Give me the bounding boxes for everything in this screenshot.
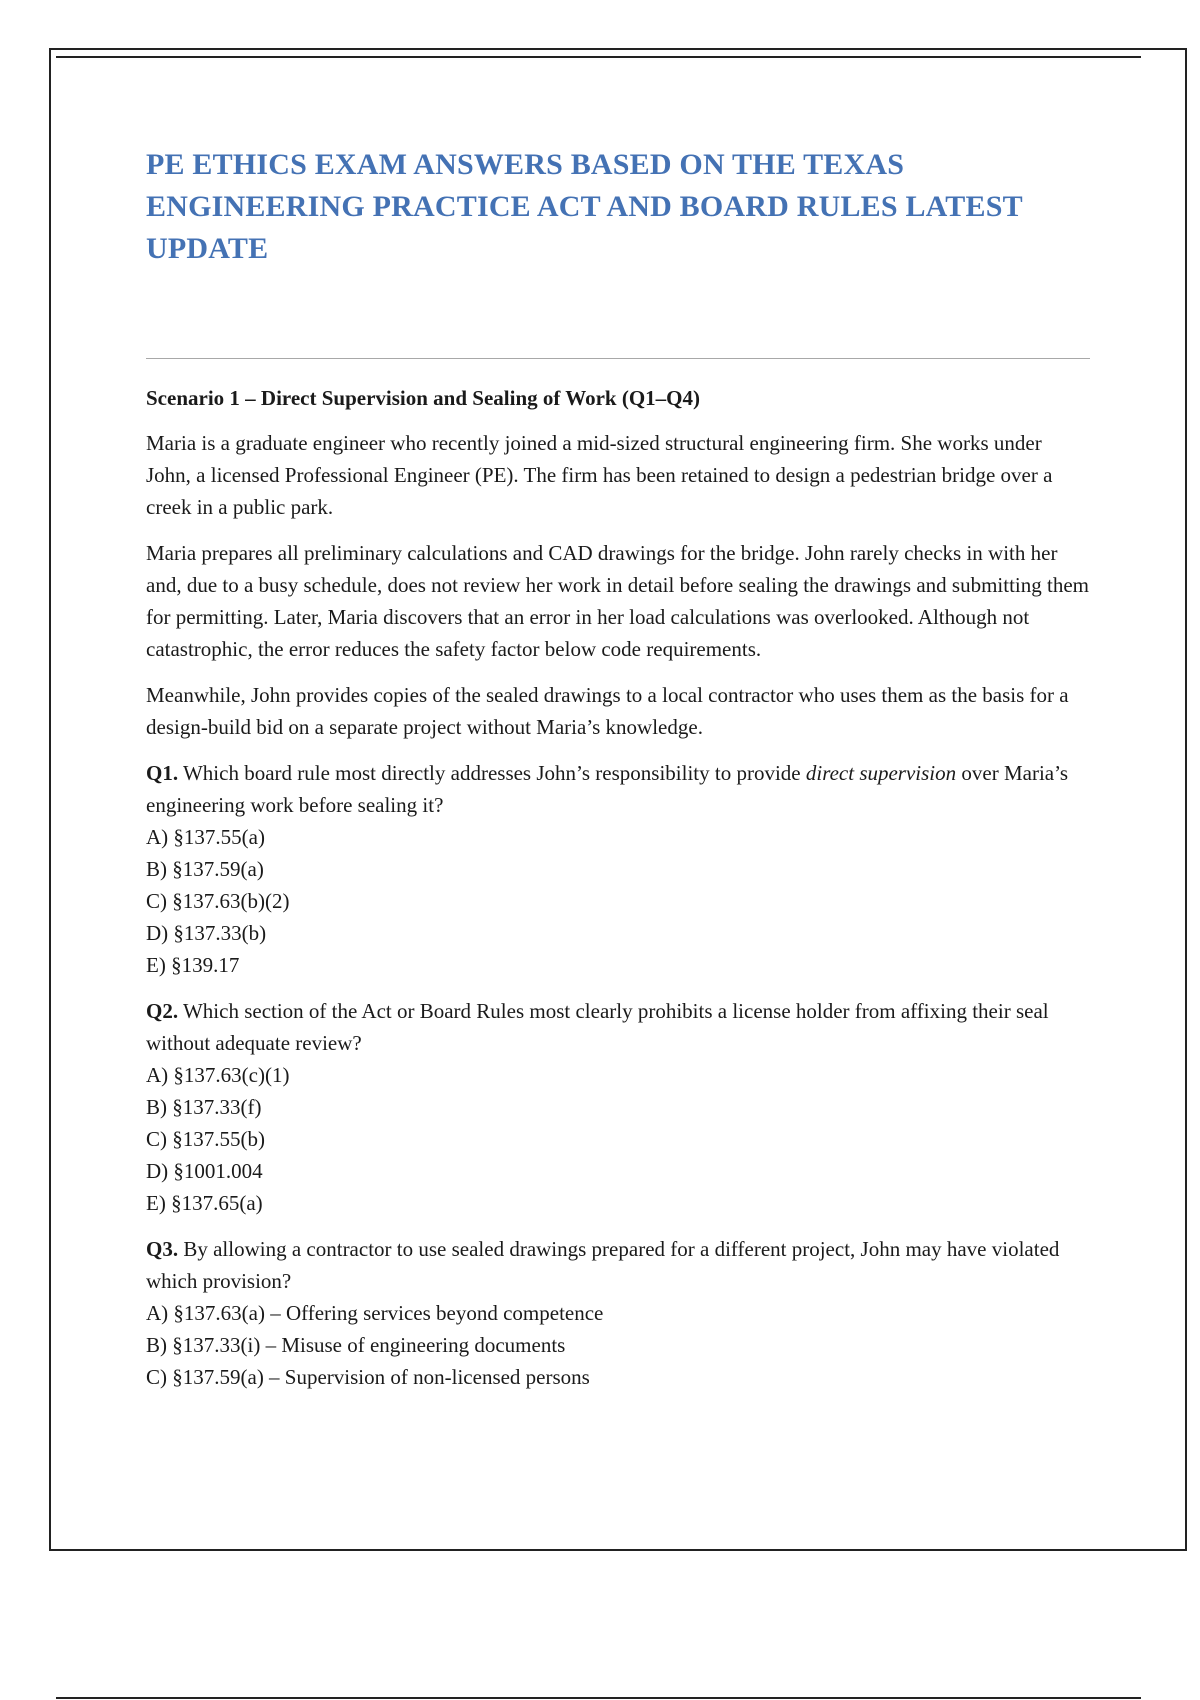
question-text: Which board rule most directly addresses John’s responsibility to provide (182, 761, 801, 785)
answer-option: B) §137.33(f) (146, 1095, 262, 1119)
question-emphasis: direct supervision (805, 761, 957, 785)
answer-option: A) §137.55(a) (146, 825, 265, 849)
answer-option: D) §1001.004 (146, 1159, 263, 1183)
answer-option: E) §137.65(a) (146, 1191, 263, 1215)
question-stem (146, 995, 1090, 1059)
answer-options (146, 1059, 1090, 1219)
question-q1 (146, 757, 1090, 981)
answer-option: C) §137.55(b) (146, 1127, 265, 1151)
answer-option: B) §137.59(a) (146, 857, 264, 881)
question-text: over Maria’s engineering work before sealing it? (146, 761, 1069, 817)
document-title: PE ETHICS EXAM ANSWERS BASED ON THE TEXAS ENGINEERING PRACTICE ACT AND BOARD RULES LATEST UPDATE (146, 148, 1023, 265)
scenario-paragraph: Meanwhile, John provides copies of the sealed drawings to a local contractor who uses them as the basis for a design-build bid on a separate project without Maria’s knowledge. (146, 683, 1069, 739)
scenario-heading: Scenario 1 – Direct Supervision and Sealing of Work (Q1–Q4) (146, 386, 700, 410)
scenario-paragraph: Maria prepares all preliminary calculations and CAD drawings for the bridge. John rarely checks in with her and, due to a busy schedule, does not review her work in detail before sealing the drawings and submitting them for permitting. Later, Maria discovers that an error in her load calculations was overlooked. Although not catastrophic, the error reduces the safety factor below code requirements. (146, 541, 1090, 661)
answer-option: A) §137.63(a) – Offering services beyond competence (146, 1301, 604, 1325)
answer-option: A) §137.63(c)(1) (146, 1063, 290, 1087)
question-stem (146, 757, 1090, 821)
answer-options (146, 1297, 1090, 1393)
question-stem (146, 1233, 1090, 1297)
answer-option: B) §137.33(i) – Misuse of engineering documents (146, 1333, 566, 1357)
answer-options (146, 821, 1090, 981)
question-q3 (146, 1233, 1090, 1393)
horizontal-divider (146, 358, 1090, 359)
footer-rule (56, 1697, 1141, 1699)
document-body (146, 144, 1090, 1393)
question-q2 (146, 995, 1090, 1219)
question-text: By allowing a contractor to use sealed drawings prepared for a different project, John may have violated which provision? (146, 1237, 1060, 1293)
question-number: Q3. (146, 1237, 179, 1261)
answer-option: D) §137.33(b) (146, 921, 267, 945)
scenario-paragraph: Maria is a graduate engineer who recently joined a mid-sized structural engineering firm. She works under John, a licensed Professional Engineer (PE). The firm has been retained to design a pedestrian bridge over a creek in a public park. (146, 431, 1053, 519)
answer-option: E) §139.17 (146, 953, 240, 977)
question-number: Q2. (146, 999, 179, 1023)
answer-option: C) §137.63(b)(2) (146, 889, 290, 913)
answer-option: C) §137.59(a) – Supervision of non-licensed persons (146, 1365, 590, 1389)
question-number: Q1. (146, 761, 179, 785)
frame-top-rule (56, 56, 1141, 58)
question-text: Which section of the Act or Board Rules most clearly prohibits a license holder from affixing their seal without adequate review? (146, 999, 1049, 1055)
